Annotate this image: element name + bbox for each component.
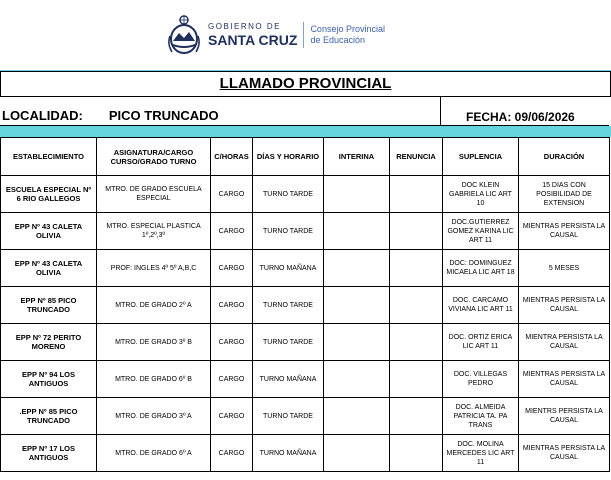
duration-cell: 15 DIAS CON POSIBILIDAD DE EXTENSION	[519, 176, 610, 213]
column-header: SUPLENCIA	[443, 138, 519, 176]
interim-cell	[324, 361, 390, 398]
logo-line-2: SANTA CRUZ	[208, 32, 298, 48]
subject-cell: MTRO. DE GRADO 6º B	[97, 361, 211, 398]
date	[466, 110, 575, 124]
subject-cell: MTRO. ESPECIAL PLASTICA 1º,2º,3º	[97, 213, 211, 250]
substitution-cell: DOC KLEIN GABRIELA LIC ART 10	[443, 176, 519, 213]
column-header: DURACIÓN	[519, 138, 610, 176]
council-line-2: de Educación	[310, 35, 365, 45]
duration-cell: MIENTRAS PERSISTA LA CAUSAL	[519, 435, 610, 472]
table-header-row	[1, 138, 610, 176]
subject-cell: MTRO. DE GRADO 2º A	[97, 287, 211, 324]
interim-cell	[324, 287, 390, 324]
page-title: LLAMADO PROVINCIAL	[219, 75, 392, 92]
substitution-cell: DOC. ALMEIDA PATRICIA TA. PA TRANS	[443, 398, 519, 435]
table-row	[1, 287, 610, 324]
establishment-cell: EPP Nº 17 LOS ANTIGUOS	[1, 435, 97, 472]
substitution-cell: DOC. ORTIZ ERICA LIC ART 11	[443, 324, 519, 361]
provincial-seal-icon	[166, 14, 202, 56]
document-header	[0, 0, 611, 70]
duration-cell: MIENTRAS PERSISTA LA CAUSAL	[519, 361, 610, 398]
title-box	[0, 71, 611, 97]
substitution-cell: DOC. CARCAMO VIVIANA LIC ART 11	[443, 287, 519, 324]
accent-band-bottom	[0, 126, 611, 137]
council-line-1: Consejo Provincial	[310, 24, 385, 34]
substitution-cell: DOC: DOMINGUEZ MICAELA LIC ART 18	[443, 250, 519, 287]
locality-divider	[440, 97, 441, 125]
establishment-cell: EPP Nº 43 CALETA OLIVIA	[1, 250, 97, 287]
schedule-cell: TURNO TARDE	[253, 176, 324, 213]
schedule-cell: TURNO MAÑANA	[253, 361, 324, 398]
date-label: FECHA:	[466, 110, 512, 124]
hours-cell: CARGO	[211, 250, 253, 287]
schedule-cell: TURNO TARDE	[253, 324, 324, 361]
establishment-cell: ESCUELA ESPECIAL Nº 6 RIO GALLEGOS	[1, 176, 97, 213]
duration-cell: MIENTRAS PERSISTA LA CAUSAL	[519, 213, 610, 250]
column-header: DÍAS Y HORARIO	[253, 138, 324, 176]
interim-cell	[324, 398, 390, 435]
schedule-cell: TURNO TARDE	[253, 398, 324, 435]
hours-cell: CARGO	[211, 213, 253, 250]
resignation-cell	[390, 213, 443, 250]
locality-value: PICO TRUNCADO	[108, 108, 219, 123]
interim-cell	[324, 176, 390, 213]
council-name	[310, 24, 385, 46]
establishment-cell: EPP Nº 43 CALETA OLIVIA	[1, 213, 97, 250]
interim-cell	[324, 250, 390, 287]
establishment-cell: EPP Nº 85 PICO TRUNCADO	[1, 287, 97, 324]
schedule-cell: TURNO MAÑANA	[253, 250, 324, 287]
resignation-cell	[390, 324, 443, 361]
schedule-cell: TURNO TARDE	[253, 213, 324, 250]
column-header: INTERINA	[324, 138, 390, 176]
interim-cell	[324, 213, 390, 250]
logo-line-1: GOBIERNO DE	[208, 22, 281, 31]
table-row	[1, 213, 610, 250]
hours-cell: CARGO	[211, 361, 253, 398]
column-header: RENUNCIA	[390, 138, 443, 176]
interim-cell	[324, 435, 390, 472]
table-row	[1, 435, 610, 472]
interim-cell	[324, 324, 390, 361]
logo-divider	[303, 22, 304, 48]
hours-cell: CARGO	[211, 287, 253, 324]
subject-cell: PROF: INGLES 4º 5º A,B,C	[97, 250, 211, 287]
table-row	[1, 176, 610, 213]
establishment-cell: EPP Nº 72 PERITO MORENO	[1, 324, 97, 361]
hours-cell: CARGO	[211, 176, 253, 213]
table-row	[1, 361, 610, 398]
locality-label: LOCALIDAD:	[2, 108, 83, 123]
substitution-cell: DOC. MOLINA MERCEDES LIC ART 11	[443, 435, 519, 472]
vacancies-table	[0, 137, 610, 472]
substitution-cell: DOC. VILLEGAS PEDRO	[443, 361, 519, 398]
resignation-cell	[390, 435, 443, 472]
duration-cell: 5 MESES	[519, 250, 610, 287]
resignation-cell	[390, 250, 443, 287]
locality-row	[0, 97, 609, 126]
establishment-cell: EPP Nº 94 LOS ANTIGUOS	[1, 361, 97, 398]
table-row	[1, 250, 610, 287]
date-value: 09/06/2026	[514, 110, 575, 124]
table-row	[1, 324, 610, 361]
column-header: ASIGNATURA/CARGO CURSO/GRADO TURNO	[97, 138, 211, 176]
subject-cell: MTRO. DE GRADO 6º A	[97, 435, 211, 472]
schedule-cell: TURNO MAÑANA	[253, 435, 324, 472]
subject-cell: MTRO. DE GRADO 3º B	[97, 324, 211, 361]
table-row	[1, 398, 610, 435]
establishment-cell: .EPP Nº 85 PICO TRUNCADO	[1, 398, 97, 435]
resignation-cell	[390, 398, 443, 435]
duration-cell: MIENTRS PERSISTA LA CAUSAL	[519, 398, 610, 435]
schedule-cell: TURNO TARDE	[253, 287, 324, 324]
subject-cell: MTRO. DE GRADO 3º A	[97, 398, 211, 435]
locality	[2, 108, 219, 123]
substitution-cell: DOC.GUTIERREZ GOMEZ KARINA LIC ART 11	[443, 213, 519, 250]
hours-cell: CARGO	[211, 435, 253, 472]
hours-cell: CARGO	[211, 324, 253, 361]
hours-cell: CARGO	[211, 398, 253, 435]
resignation-cell	[390, 361, 443, 398]
column-header: ESTABLECIMIENTO	[1, 138, 97, 176]
subject-cell: MTRO. DE GRADO ESCUELA ESPECIAL	[97, 176, 211, 213]
duration-cell: MIENTRA PERSISTA LA CAUSAL	[519, 324, 610, 361]
resignation-cell	[390, 287, 443, 324]
column-header: C/HORAS	[211, 138, 253, 176]
government-wordmark	[208, 23, 297, 47]
resignation-cell	[390, 176, 443, 213]
government-logo	[166, 14, 385, 56]
duration-cell: MIENTRAS PERSISTA LA CAUSAL	[519, 287, 610, 324]
